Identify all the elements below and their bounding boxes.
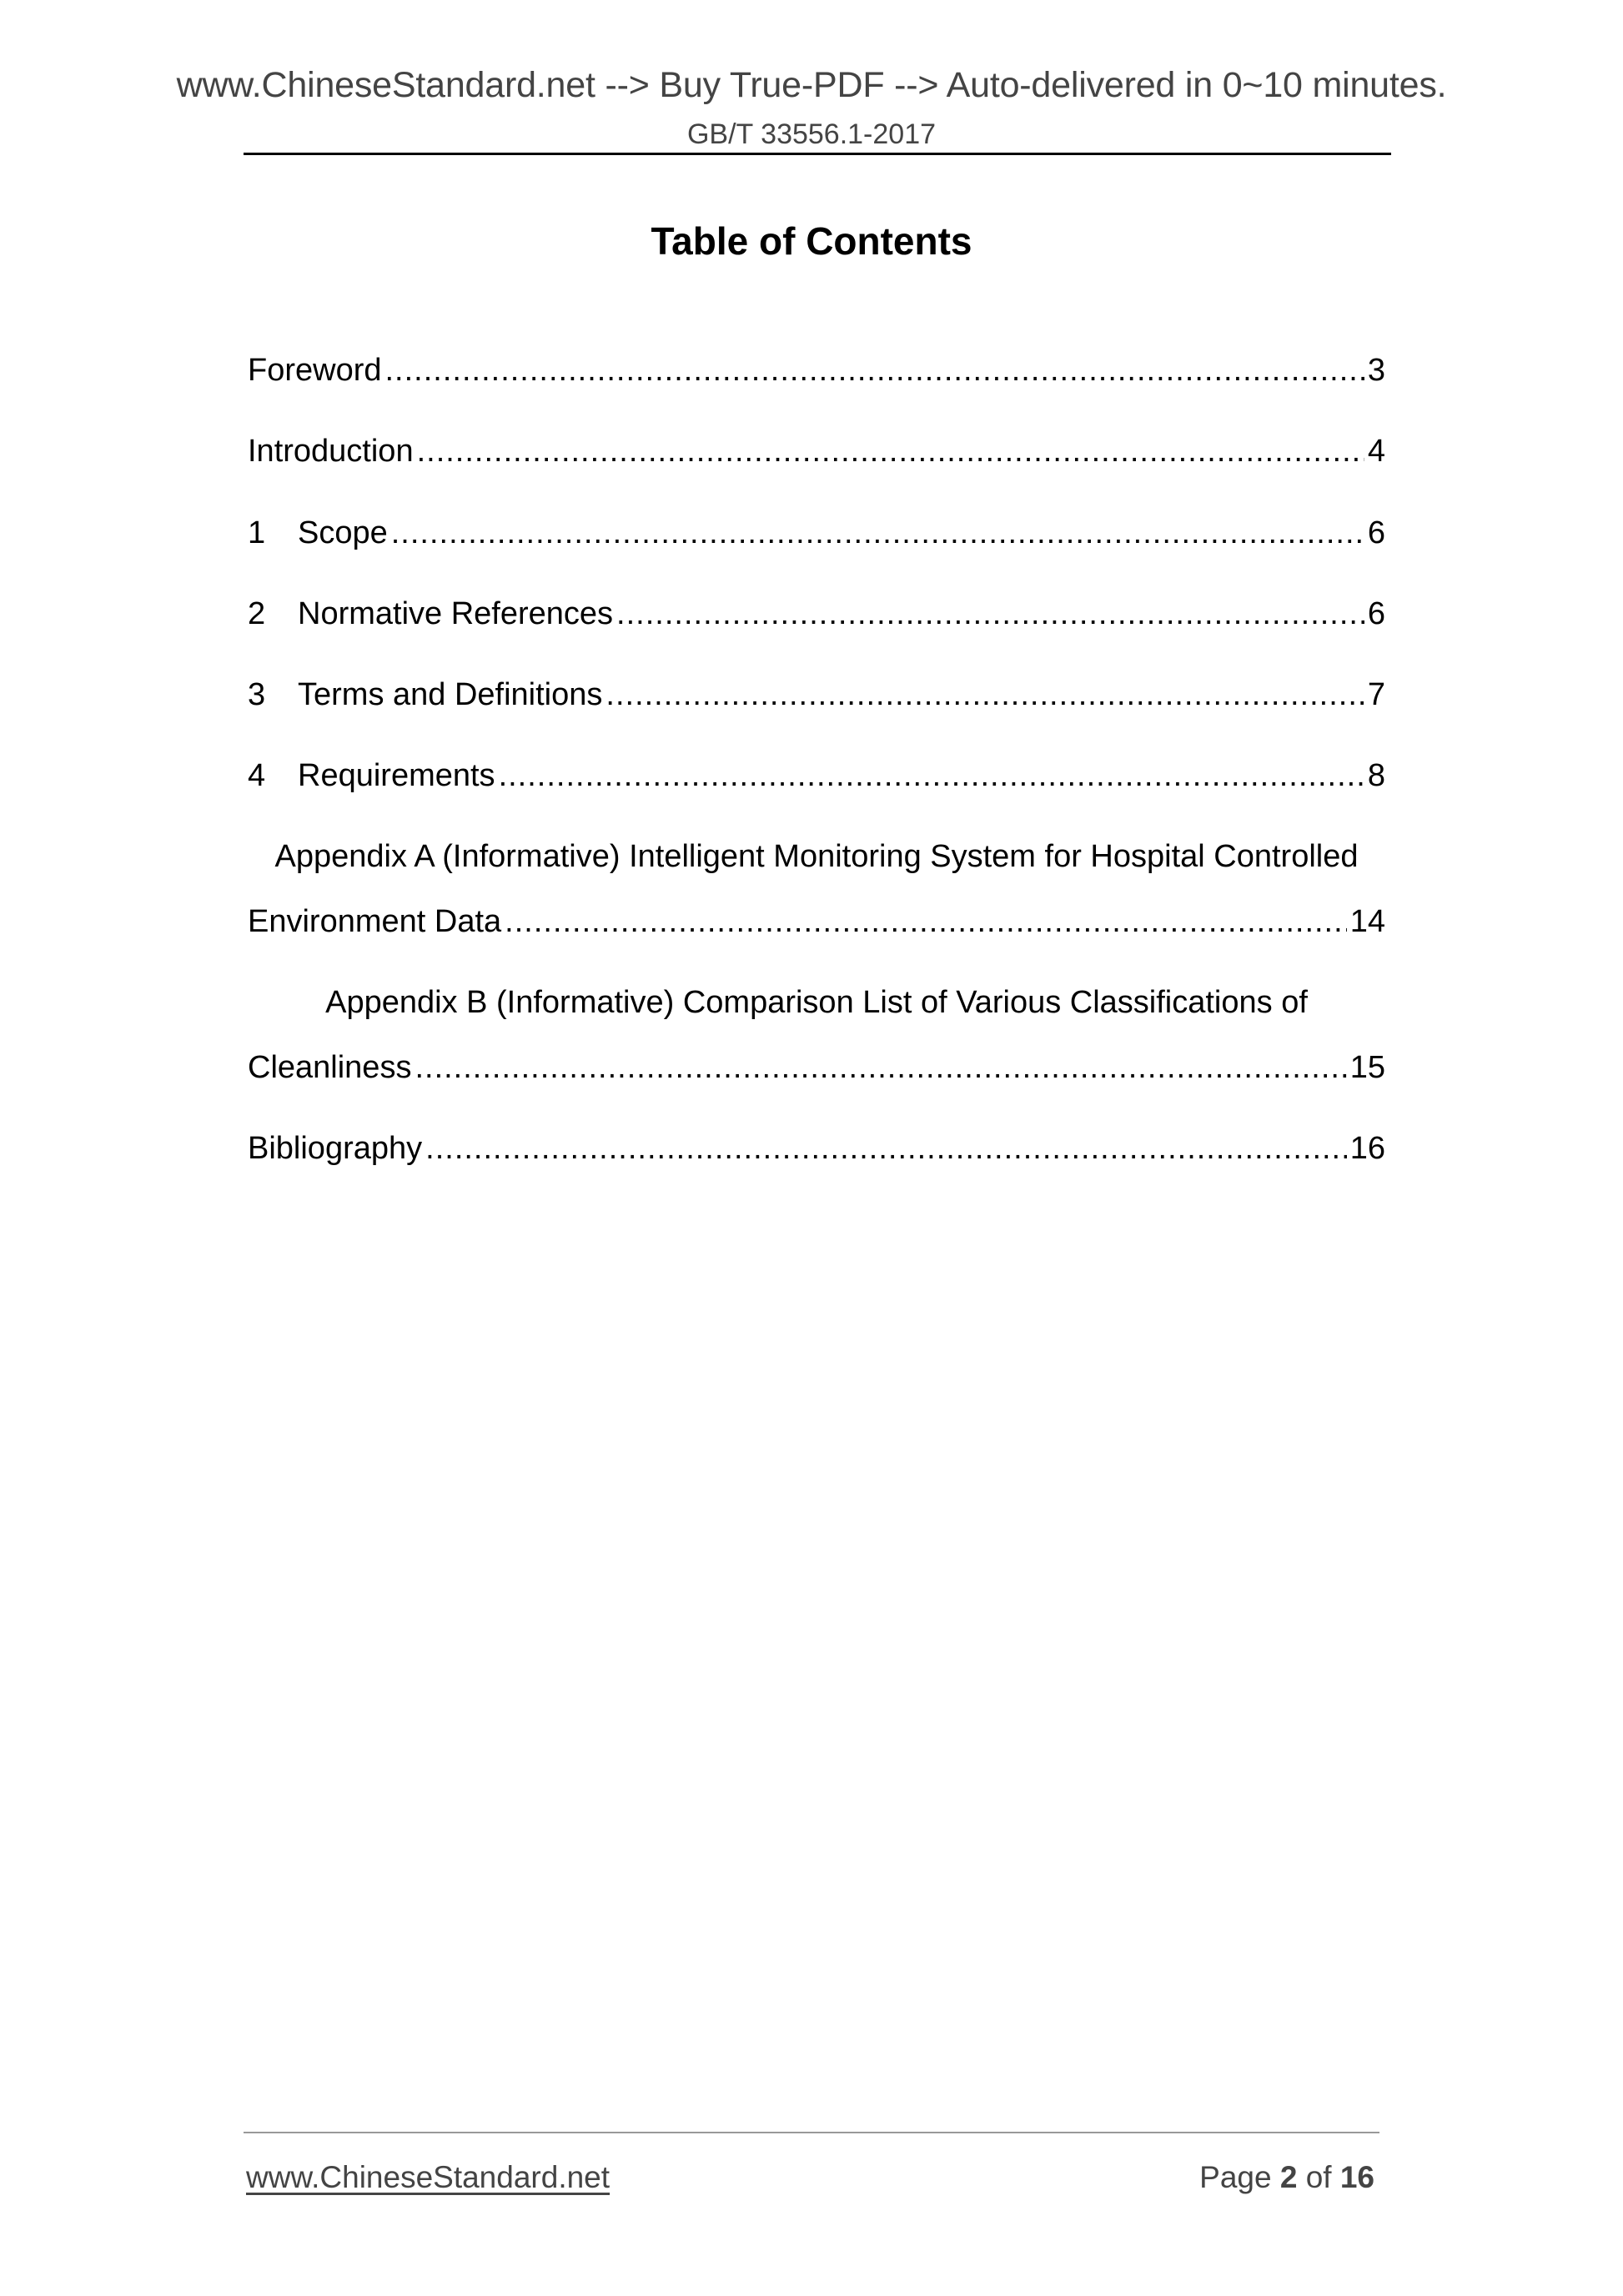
leader-dots [499,760,1364,791]
toc-page-number: 7 [1367,677,1385,712]
leader-dots [425,1133,1347,1164]
toc-label: Cleanliness [248,1050,412,1085]
toc-section-number: 2 [248,596,266,631]
toc-page-number: 16 [1349,1131,1385,1166]
toc-page-number: 6 [1367,515,1385,550]
toc-page-number: 4 [1367,434,1385,469]
toc-label: Requirements [298,758,495,793]
toc-entry-appendix-b-line1[interactable]: Appendix B (Informative) Comparison List of Various Classifications of [325,985,1308,1020]
toc-label: Foreword [248,353,382,388]
leader-dots [391,517,1364,549]
toc-label: Normative References [298,596,614,631]
toc-entry-appendix-a-line1[interactable]: Appendix A (Informative) Intelligent Monitoring System for Hospital Controlled [274,839,1359,874]
leader-dots [385,354,1364,386]
toc-page-number: 14 [1349,904,1385,939]
toc-label: Bibliography [248,1131,423,1166]
total-pages: 16 [1339,2160,1374,2194]
toc-page-number: 3 [1367,353,1385,388]
footer-site-link[interactable]: www.ChineseStandard.net [246,2160,611,2194]
standard-number: GB/T 33556.1-2017 [686,118,937,150]
toc-section-number: 4 [248,758,266,793]
leader-dots [415,1052,1346,1083]
toc-entry-requirements[interactable] [248,760,1385,791]
current-page: 2 [1279,2160,1298,2194]
toc-label: Introduction [248,434,414,469]
leader-dots [616,598,1364,630]
toc-entry-normative-references[interactable] [248,598,1385,630]
toc-entry-foreword[interactable] [248,354,1385,386]
leader-dots [505,906,1347,937]
toc-entry-introduction[interactable] [248,435,1385,467]
page-indicator [1199,2160,1374,2195]
header-banner: www.ChineseStandard.net --> Buy True-PDF --> Auto-delivered in 0~10 minutes. [176,65,1447,105]
leader-dots [605,679,1364,711]
toc-entry-appendix-a[interactable] [248,906,1385,937]
toc-section-number: 3 [248,677,266,712]
page-prefix: Page [1199,2160,1272,2194]
toc-section-number: 1 [248,515,266,550]
toc-page-number: 8 [1367,758,1385,793]
toc-entry-appendix-b[interactable] [248,1052,1385,1083]
toc-label: Environment Data [248,904,502,939]
toc-label: Terms and Definitions [298,677,603,712]
toc-page-number: 6 [1367,596,1385,631]
toc-entry-bibliography[interactable] [248,1133,1385,1164]
footer-divider [244,2132,1379,2133]
toc-entry-terms-and-definitions[interactable] [248,679,1385,711]
toc-page-number: 15 [1349,1050,1385,1085]
toc-entry-scope[interactable] [248,517,1385,549]
leader-dots [417,435,1364,467]
header-divider [244,153,1391,155]
of-label: of [1305,2160,1332,2194]
page-title: Table of Contents [651,219,972,263]
toc-label: Scope [298,515,388,550]
